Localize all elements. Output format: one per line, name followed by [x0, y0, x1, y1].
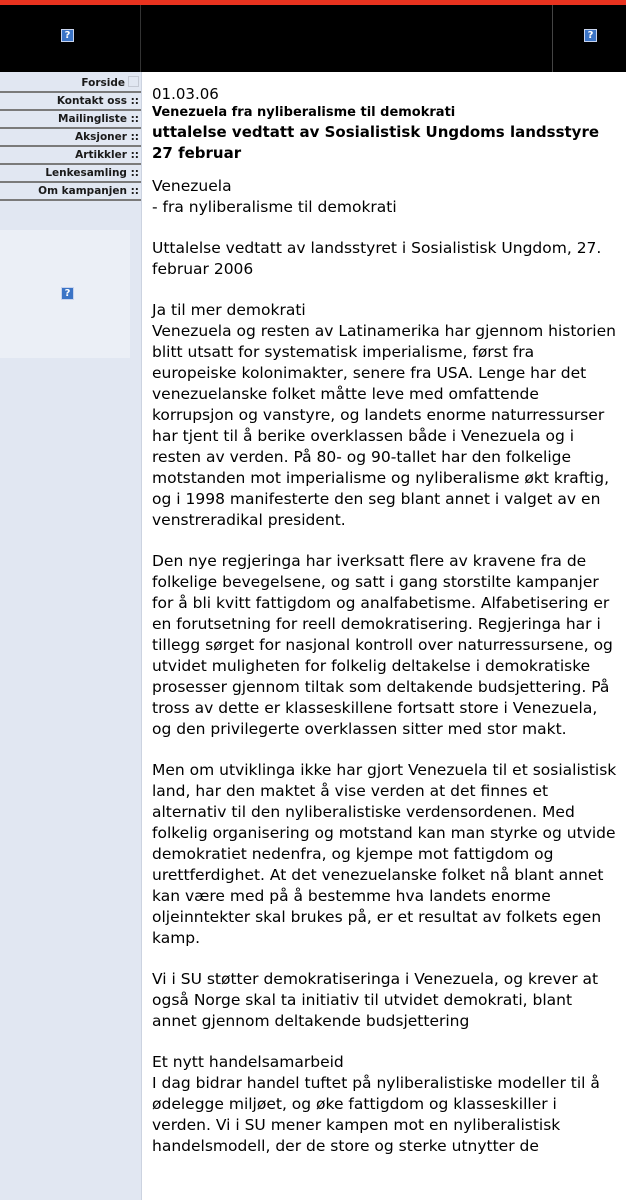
sidebar — [0, 72, 142, 1200]
sidebar-item-label: Om kampanjen :: — [38, 185, 139, 197]
sidebar-item-kontakt-oss[interactable] — [0, 93, 141, 111]
article-paragraph: Venezuela - fra nyliberalisme til demokrati — [152, 177, 397, 216]
missing-image-icon: ? — [61, 287, 74, 300]
sidebar-item-artikkler[interactable] — [0, 147, 141, 165]
sidebar-image-box — [0, 230, 130, 358]
sidebar-item-label: Mailingliste :: — [58, 113, 139, 125]
article-body — [152, 176, 620, 1157]
sidebar-nav — [0, 72, 141, 201]
article-paragraph: Et nytt handelsamarbeid I dag bidrar handel tuftet på nyliberalistiske modeller til å ødelegge miljøet, og øke fattigdom og klasseskiller i verden. Vi i SU mener kampen mot en nyliberalistisk handelsmodell, der de store og sterke utnytter de — [152, 1053, 600, 1155]
header-right-banner — [552, 5, 626, 72]
article-paragraph: Men om utviklinga ikke har gjort Venezuela til et sosialistisk land, har den maktet å vise verden at det finnes et alternativ til den nyliberalistiske verdensordenen. Med folkelig organisering og motstand kan man styrke og utvide demokratiet nedenfra, og kjempe mot fattigdom og urettferdighet. At det venezuelanske folket nå blant annet kan være med på å bestemme hva landets enorme oljeinntekter skal brukes på, er et resultat av folkets egen kamp. — [152, 761, 617, 947]
sidebar-item-label: Forside — [81, 77, 125, 89]
sidebar-item-lenkesamling[interactable] — [0, 165, 141, 183]
sidebar-item-om-kampanjen[interactable] — [0, 183, 141, 201]
sidebar-item-label: Kontakt oss :: — [56, 95, 139, 107]
header-divider — [140, 5, 141, 72]
missing-image-icon: ? — [61, 29, 74, 42]
sidebar-item-label: Lenkesamling :: — [45, 167, 139, 179]
article-paragraph: Den nye regjeringa har iverksatt flere av kravene fra de folkelige bevegelsene, og satt i gang storstilte kampanjer for å bli kvitt fattigdom og analfabetisme. Alfabetisering er en forutsetning for reell demokratisering. Regjeringa har i tillegg sørget for nasjonal kontroll over naturressursene, og utvidet muligheten for folkelig deltakelse i demokratiske prosesser gjennom tiltak som deltakende budsjettering. På tross av dette er klasseskillene fortsatt store i Venezuela, og den privilegerte overklassen sitter med stor makt. — [152, 552, 613, 738]
sidebar-item-aksjoner[interactable] — [0, 129, 141, 147]
article — [152, 84, 620, 1177]
article-subtitle: Venezuela fra nyliberalisme til demokrati — [152, 105, 456, 120]
article-paragraph: Uttalelse vedtatt av landsstyret i Sosialistisk Ungdom, 27. februar 2006 — [152, 239, 602, 278]
article-date: 01.03.06 — [152, 85, 219, 103]
header-left-banner — [0, 5, 139, 72]
article-title: uttalelse vedtatt av Sosialistisk Ungdoms landsstyre 27 februar — [152, 123, 600, 162]
article-paragraph: Ja til mer demokrati Venezuela og resten av Latinamerika har gjennom historien blitt utsatt for systematisk imperialisme, først fra europeiske kolonimakter, senere fra USA. Lenge har det venezuelanske folket måtte leve med omfattende korrupsjon og vanstyre, og landets enorme naturressurser har tjent til å berike overklassen både i Venezuela og i resten av verden. På 80- og 90-tallet har den folkelige motstanden mot imperialisme og nyliberalisme økt kraftig, og i 1998 manifesterte den seg blant annet i valget av en venstreradikal president. — [152, 301, 616, 529]
sidebar-item-mailingliste[interactable] — [0, 111, 141, 129]
sidebar-item-label: Artikkler :: — [75, 149, 139, 161]
square-icon — [128, 76, 139, 87]
missing-image-icon: ? — [584, 29, 597, 42]
sidebar-item-forside[interactable] — [0, 75, 141, 93]
article-paragraph: Vi i SU støtter demokratiseringa i Venezuela, og krever at også Norge skal ta initiativ til utvidet demokrati, blant annet gjennom deltakende budsjettering — [152, 970, 599, 1030]
sidebar-item-label: Aksjoner :: — [75, 131, 139, 143]
page-header — [0, 5, 626, 72]
